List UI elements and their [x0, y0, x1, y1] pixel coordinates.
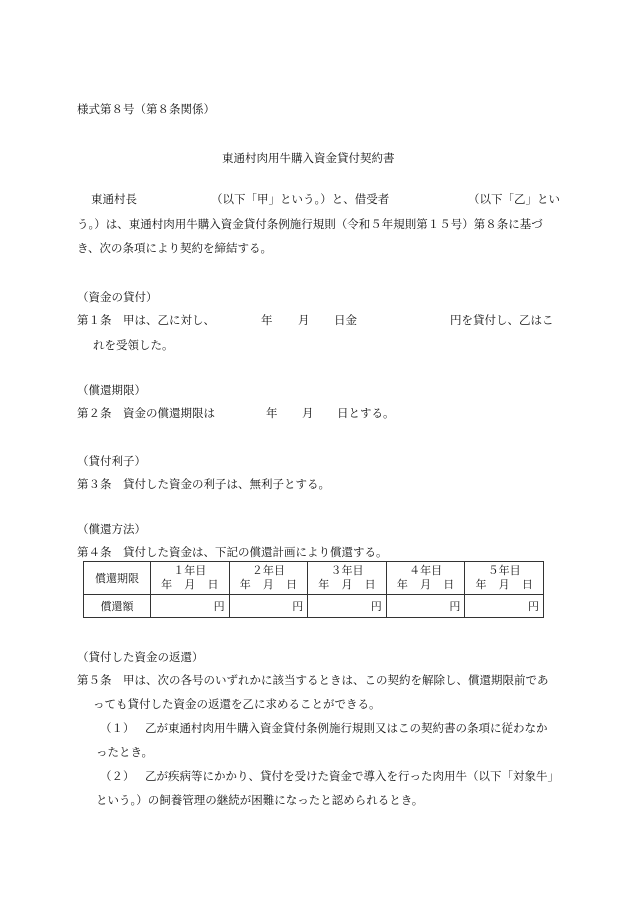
year-cell [465, 562, 544, 595]
form-number: 様式第８号（第８条関係） [77, 102, 215, 116]
repayment-plan-table [83, 561, 544, 618]
amount-cell [308, 595, 387, 618]
art1-line-1: 第１条 甲は、乙に対し、 [77, 313, 215, 327]
amount-label: 償還額 [100, 600, 134, 613]
ymd-year: 年 [475, 578, 487, 591]
item-1-line-2: ったとき。 [96, 745, 154, 759]
item-2-line-2: という。）の飼養管理の継続が困難になったと認められるとき。 [96, 793, 424, 807]
ymd-month: 月 [420, 578, 432, 591]
ymd-day: 日 [286, 578, 298, 591]
ymd-month: 月 [498, 578, 510, 591]
art2-year: 年 [266, 406, 278, 420]
ymd-year: 年 [396, 578, 408, 591]
art2-month: 月 [302, 406, 314, 420]
item-2-line-1: 乙が疾病等にかかり、貸付を受けた資金で導入を行った肉用牛（以下「対象牛」 [145, 769, 559, 783]
preamble-party-c: （以下「乙」とい [468, 192, 560, 206]
yen-unit: 円 [213, 600, 225, 613]
document-title: 東通村肉用牛購入資金貸付契約書 [222, 151, 395, 165]
art1-month: 月 [298, 313, 310, 327]
deadline-label-cell [84, 562, 151, 595]
yen-unit: 円 [449, 600, 461, 613]
yen-unit: 円 [292, 600, 304, 613]
item-1-line-1: 乙が東通村肉用牛購入資金貸付条例施行規則又はこの契約書の条項に従わなか [145, 721, 548, 735]
art1-amount: 円を貸付し、乙はこ [450, 313, 554, 327]
ymd-day: 日 [443, 578, 455, 591]
repayment-amount-row [84, 595, 544, 618]
ymd-year: 年 [239, 578, 251, 591]
item-1-number: （１） [100, 721, 135, 735]
amount-cell [386, 595, 465, 618]
amount-cell [465, 595, 544, 618]
ymd-day: 日 [364, 578, 376, 591]
amount-cell [229, 595, 308, 618]
ymd-year: 年 [161, 578, 173, 591]
repayment-deadline-row [84, 562, 544, 595]
ymd-day: 日 [207, 578, 219, 591]
year-label: ４年目 [409, 564, 443, 577]
ymd-year: 年 [318, 578, 330, 591]
year-label: ２年目 [251, 564, 285, 577]
year-label: １年目 [173, 564, 207, 577]
deadline-label: 償還期限 [95, 572, 139, 585]
yen-unit: 円 [528, 600, 539, 613]
art1-line-2: れを受領した。 [93, 338, 174, 352]
art3-line-1: 第３条 貸付した資金の利子は、無利子とする。 [77, 477, 330, 491]
amount-label-cell [84, 595, 151, 618]
year-label: ３年目 [330, 564, 364, 577]
year-cell [308, 562, 387, 595]
art5-line-1: 第５条 甲は、次の各号のいずれかに該当するときは、この契約を解除し、償還期限前であ [77, 673, 549, 687]
art5-line-2: っても貸付した資金の返還を乙に求めることができる。 [93, 697, 381, 711]
preamble-line-2: う。）は、東通村肉用牛購入資金貸付条例施行規則（令和５年規則第１５号）第８条に基づ [77, 217, 543, 231]
art2-day: 日とする。 [337, 406, 395, 420]
art4-line-1: 第４条 貸付した資金は、下記の償還計画により償還する。 [77, 545, 388, 559]
year-cell [386, 562, 465, 595]
ymd-month: 月 [184, 578, 196, 591]
art4-heading: （償還方法） [77, 522, 146, 536]
preamble-party-b: （以下「甲」という。）と、借受者 [211, 192, 390, 206]
art1-heading: （資金の貸付） [77, 290, 158, 304]
preamble-line-3: き、次の条項により契約を締結する。 [77, 241, 273, 255]
ymd-day: 日 [521, 578, 533, 591]
art1-day: 日金 [334, 313, 357, 327]
yen-unit: 円 [370, 600, 382, 613]
year-cell [229, 562, 308, 595]
art2-heading: （償還期限） [77, 383, 146, 397]
year-cell [151, 562, 230, 595]
item-2-number: （２） [100, 769, 135, 783]
year-label: ５年目 [487, 564, 521, 577]
art3-heading: （貸付利子） [77, 454, 146, 468]
art5-heading: （貸付した資金の返還） [77, 650, 204, 664]
ymd-month: 月 [341, 578, 353, 591]
art1-year: 年 [261, 313, 273, 327]
ymd-month: 月 [262, 578, 274, 591]
preamble-party-a: 東通村長 [91, 192, 137, 206]
art2-line-1: 第２条 資金の償還期限は [77, 406, 215, 420]
amount-cell [151, 595, 230, 618]
